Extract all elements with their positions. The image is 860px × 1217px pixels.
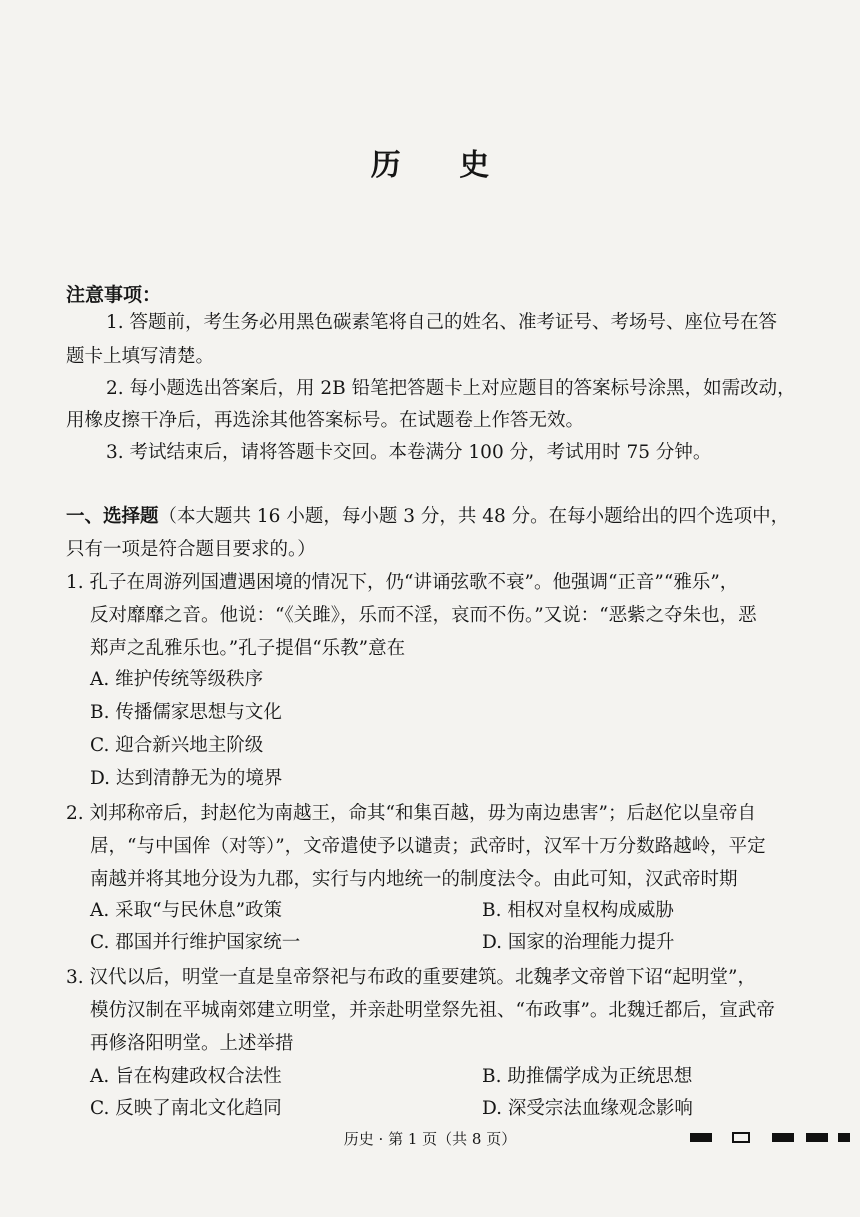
option-c: C. 反映了南北文化趋同 bbox=[90, 1098, 282, 1119]
question-text: 南越并将其地分设为九郡，实行与内地统一的制度法令。由此可知，汉武帝时期 bbox=[90, 869, 738, 890]
question-text: 郑声之乱雅乐也。”孔子提倡“乐教”意在 bbox=[90, 638, 406, 659]
option-d: D. 深受宗法血缘观念影响 bbox=[482, 1098, 693, 1119]
option-b: B. 传播儒家思想与文化 bbox=[90, 702, 282, 723]
note-line: 3. 考试结束后，请将答题卡交回。本卷满分 100 分，考试用时 75 分钟。 bbox=[106, 442, 712, 463]
question-3 bbox=[66, 961, 838, 1060]
question-text: 3. 汉代以后，明堂一直是皇帝祭祀与布政的重要建筑。北魏孝文帝曾下诏“起明堂”， bbox=[66, 967, 756, 988]
option-a: A. 维护传统等级秩序 bbox=[90, 669, 264, 690]
question-text: 再修洛阳明堂。上述举措 bbox=[90, 1033, 294, 1054]
question-2 bbox=[66, 797, 838, 896]
note-line: 题卡上填写清楚。 bbox=[66, 346, 215, 367]
scan-mark bbox=[838, 1133, 850, 1142]
note-line: 用橡皮擦干净后，再选涂其他答案标号。在试题卷上作答无效。 bbox=[66, 410, 585, 431]
page-footer: 历史 · 第 1 页（共 8 页） bbox=[343, 1130, 517, 1148]
option-c: C. 迎合新兴地主阶级 bbox=[90, 735, 264, 756]
scan-mark bbox=[772, 1133, 794, 1142]
question-1 bbox=[66, 566, 838, 665]
page-title: 历 史 bbox=[370, 148, 514, 183]
scan-mark bbox=[690, 1133, 712, 1142]
section-desc: 只有一项是符合题目要求的。） bbox=[66, 539, 316, 560]
question-text: 2. 刘邦称帝后，封赵佗为南越王，命其“和集百越，毋为南边患害”；后赵佗以皇帝自 bbox=[66, 803, 756, 824]
scan-mark-hollow bbox=[732, 1132, 750, 1143]
question-text: 1. 孔子在周游列国遭遇困境的情况下，仍“讲诵弦歌不衰”。他强调“正音”“雅乐”， bbox=[66, 572, 739, 593]
note-line: 2. 每小题选出答案后，用 2B 铅笔把答题卡上对应题目的答案标号涂黑，如需改动， bbox=[106, 378, 796, 399]
option-d: D. 国家的治理能力提升 bbox=[482, 932, 675, 953]
option-a: A. 采取“与民休息”政策 bbox=[90, 900, 283, 921]
question-text: 反对靡靡之音。他说：“《关雎》，乐而不淫，哀而不伤。”又说：“恶紫之夺朱也，恶 bbox=[90, 605, 757, 626]
note-line: 1. 答题前，考生务必用黑色碳素笔将自己的姓名、准考证号、考场号、座位号在答 bbox=[106, 312, 778, 333]
section-heading: 一、选择题 bbox=[66, 506, 159, 527]
option-b: B. 相权对皇权构成威胁 bbox=[482, 900, 674, 921]
option-d: D. 达到清静无为的境界 bbox=[90, 768, 283, 789]
section-header bbox=[66, 500, 836, 566]
question-text: 居，“与中国侔（对等）”，文帝遣使予以谴责；武帝时，汉军十万分数路越岭，平定 bbox=[90, 836, 766, 857]
option-b: B. 助推儒学成为正统思想 bbox=[482, 1066, 693, 1087]
scan-mark bbox=[806, 1133, 828, 1142]
section-desc: （本大题共 16 小题，每小题 3 分，共 48 分。在每小题给出的四个选项中， bbox=[158, 506, 790, 527]
question-text: 模仿汉制在平城南郊建立明堂，并亲赴明堂祭先祖、“布政事”。北魏迁都后，宣武帝 bbox=[90, 1000, 775, 1021]
option-c: C. 郡国并行维护国家统一 bbox=[90, 932, 301, 953]
notes-heading: 注意事项： bbox=[66, 284, 162, 306]
option-a: A. 旨在构建政权合法性 bbox=[90, 1066, 282, 1087]
